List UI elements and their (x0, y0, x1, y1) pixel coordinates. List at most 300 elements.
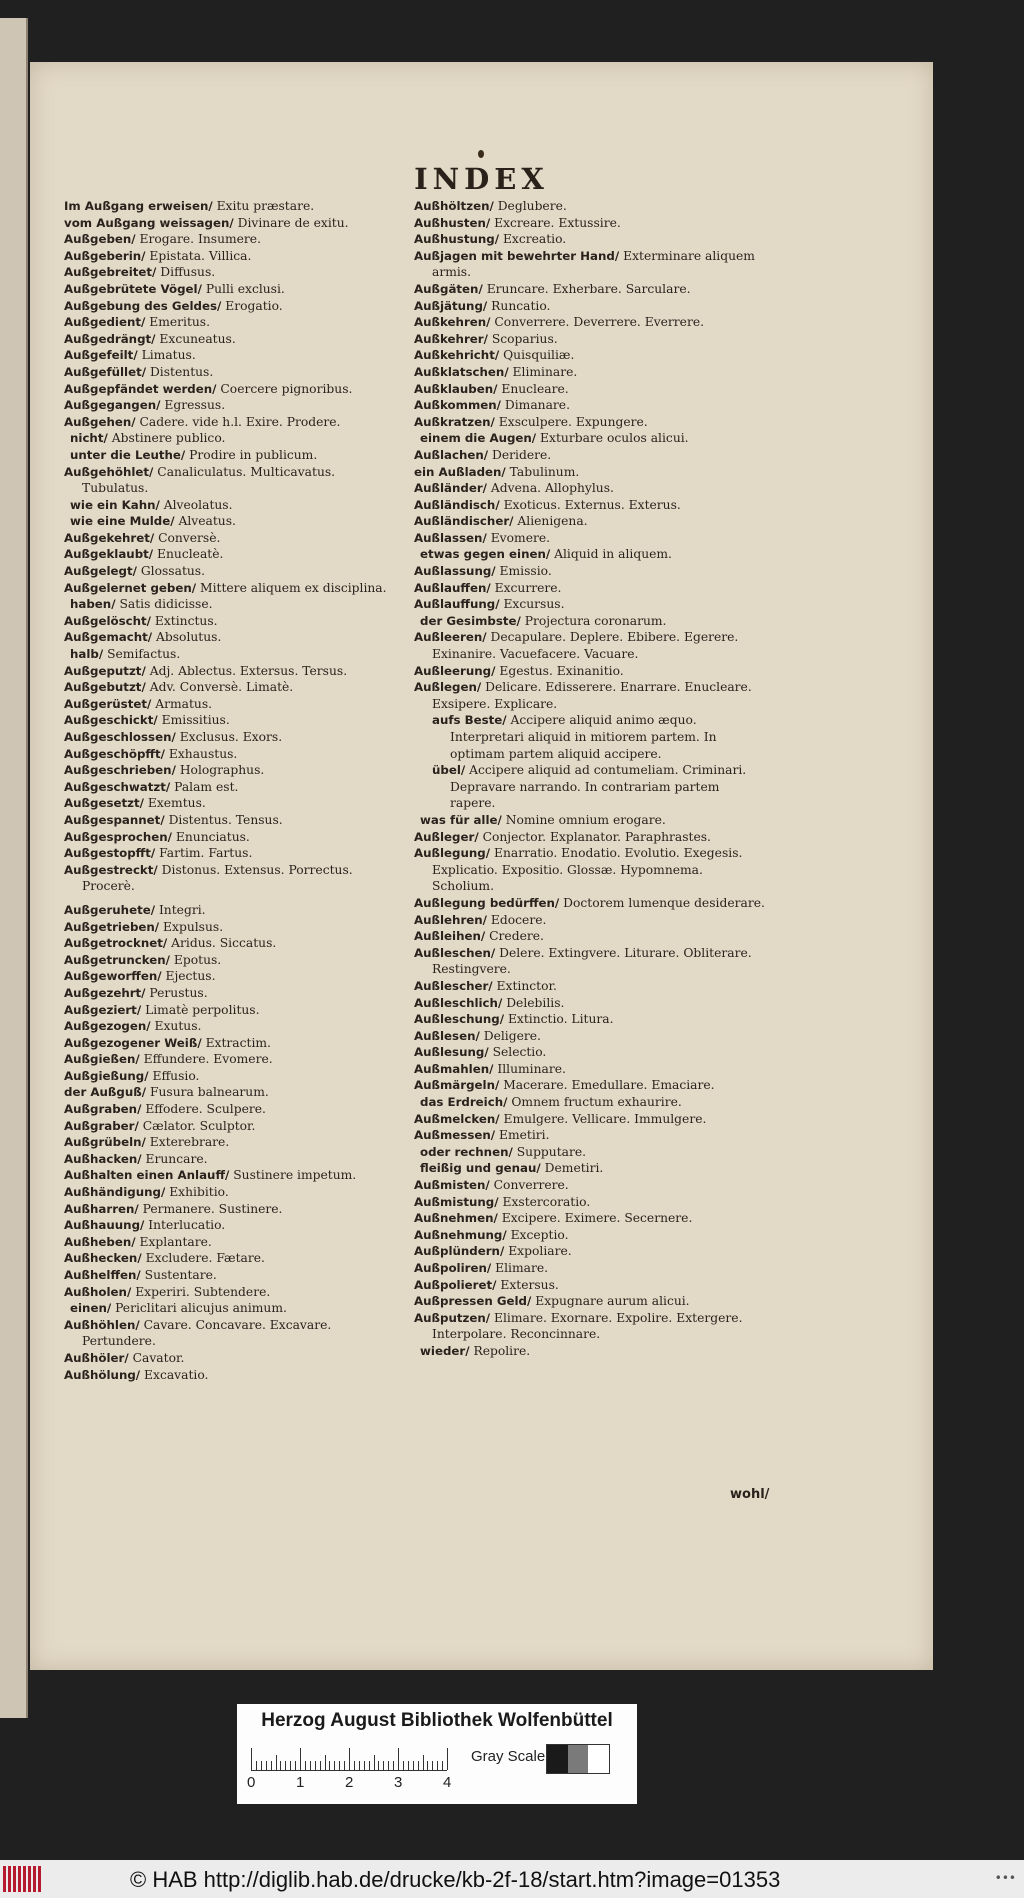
copyright-url[interactable]: © HAB http://diglib.hab.de/drucke/kb-2f-18/start.htm?image=01353 (130, 1867, 781, 1892)
german-term: Außgezogen/ (64, 1019, 151, 1034)
index-entry (414, 762, 767, 812)
latin-gloss: Exturbare oculos alicui. (540, 431, 689, 446)
index-entry (414, 629, 767, 662)
index-column-left (64, 198, 394, 1383)
latin-gloss: Tabulinum. (509, 464, 580, 479)
german-term: Außgespannet/ (64, 812, 165, 827)
index-entry (64, 414, 394, 431)
german-term: Außkehrer/ (414, 331, 488, 346)
latin-gloss: Scoparius. (491, 331, 558, 346)
latin-gloss: Eliminare. (512, 364, 578, 379)
german-term: Außhöltzen/ (414, 199, 494, 213)
index-entry (64, 746, 394, 763)
latin-gloss: Effundere. Evomere. (143, 1052, 273, 1067)
german-term: wie ein Kahn/ (70, 497, 160, 512)
index-entry (414, 447, 767, 464)
latin-gloss: Exemtus. (147, 796, 206, 811)
latin-gloss: Conversè. (158, 530, 221, 545)
latin-gloss: Accipere aliquid animo æquo. Interpretari aliquid in mitiorem partem. In optimam partem aliquid accipere. (450, 713, 717, 761)
index-entry (414, 712, 767, 762)
latin-gloss: Coercere pignoribus. (220, 381, 353, 396)
index-entry (414, 995, 767, 1012)
index-entry (414, 430, 767, 447)
latin-gloss: Fartim. Fartus. (159, 846, 253, 861)
latin-gloss: Distentus. (149, 364, 214, 379)
index-entry (64, 397, 394, 414)
german-term: Außgezehrt/ (64, 985, 146, 1000)
index-entry (64, 447, 394, 464)
german-term: Außländer/ (414, 481, 487, 496)
german-term: fleißig und genau/ (420, 1161, 541, 1176)
latin-gloss: Deridere. (492, 447, 552, 462)
index-entry (64, 215, 394, 232)
german-term: Außleschen/ (414, 945, 496, 960)
german-term: Außgetrocknet/ (64, 936, 168, 951)
latin-gloss: Armatus. (155, 696, 213, 711)
index-entry (414, 845, 767, 895)
index-entry (64, 1084, 394, 1101)
latin-gloss: Enucleare. (501, 381, 569, 396)
german-term: Außkehricht/ (414, 348, 500, 363)
index-entry (64, 762, 394, 779)
latin-gloss: Explantare. (139, 1234, 212, 1249)
ruler-tick (354, 1761, 355, 1770)
index-entry (64, 1134, 394, 1151)
index-entry (64, 314, 394, 331)
latin-gloss: Excursus. (503, 597, 565, 612)
ruler-tick (290, 1761, 291, 1770)
ruler-tick (320, 1761, 321, 1770)
index-entry (414, 1044, 767, 1061)
ruler-tick (295, 1761, 296, 1770)
hab-logo-icon (3, 1866, 47, 1892)
ruler-tick (393, 1761, 394, 1770)
german-term: Außmelcken/ (414, 1111, 500, 1126)
latin-gloss: Runcatio. (491, 298, 551, 313)
index-entry (64, 347, 394, 364)
latin-gloss: Cælator. Sculptor. (142, 1118, 256, 1133)
latin-gloss: Delere. Extingvere. Liturare. Obliterare. Restingvere. (432, 945, 752, 977)
ruler-tick (344, 1761, 345, 1770)
german-term: Außleeren/ (414, 630, 487, 645)
index-entry (64, 1068, 394, 1085)
index-entry (414, 1277, 767, 1294)
index-entry (414, 414, 767, 431)
index-entry (64, 663, 394, 680)
latin-gloss: Mittere aliquem ex disciplina. (200, 580, 387, 595)
latin-gloss: Palam est. (174, 779, 239, 794)
scale-number: 0 (247, 1774, 256, 1791)
index-entry (64, 779, 394, 796)
german-term: Außleihen/ (414, 929, 486, 944)
german-term: Außmistung/ (414, 1194, 499, 1209)
library-color-card (237, 1704, 637, 1804)
german-term: Außgelernet geben/ (64, 580, 197, 595)
library-name: Herzog August Bibliothek Wolfenbüttel (261, 1710, 613, 1731)
german-term: Außgraber/ (64, 1118, 139, 1133)
index-entry (64, 1367, 394, 1384)
german-term: das Erdreich/ (420, 1095, 508, 1110)
german-term: unter die Leuthe/ (70, 447, 186, 462)
latin-gloss: Omnem fructum exhaurire. (511, 1095, 682, 1110)
german-term: Außgesetzt/ (64, 796, 144, 811)
index-entry (64, 248, 394, 265)
ruler-tick (339, 1761, 340, 1770)
german-term: Außharren/ (64, 1201, 139, 1216)
latin-gloss: Excludere. Fætare. (145, 1251, 265, 1266)
index-entry (414, 978, 767, 995)
latin-gloss: Periclitari alicujus animum. (115, 1301, 287, 1316)
index-entry (64, 729, 394, 746)
latin-gloss: Excipere. Eximere. Secernere. (501, 1211, 693, 1226)
latin-gloss: Projectura coronarum. (524, 613, 667, 628)
german-term: Außhölung/ (64, 1367, 141, 1382)
latin-gloss: Eruncare. Exherbare. Sarculare. (486, 281, 691, 296)
index-entry (414, 1343, 767, 1360)
latin-gloss: Selectio. (492, 1045, 547, 1060)
latin-gloss: Cavator. (132, 1350, 185, 1365)
latin-gloss: Erogare. Insumere. (139, 232, 261, 247)
index-entry (64, 862, 394, 895)
german-term: Außkehren/ (414, 315, 491, 330)
german-term: Außgebreitet/ (64, 265, 157, 280)
latin-gloss: Sustentare. (144, 1268, 217, 1282)
latin-gloss: Supputare. (516, 1144, 587, 1159)
index-entry (64, 1217, 394, 1234)
swatch-black (547, 1745, 568, 1773)
ruler-tick (383, 1761, 384, 1770)
german-term: Außkratzen/ (414, 414, 495, 429)
german-term: Außgefüllet/ (64, 364, 147, 379)
latin-gloss: Demetiri. (544, 1161, 604, 1176)
latin-gloss: Epistata. Villica. (149, 248, 252, 263)
latin-gloss: Egressus. (164, 398, 226, 413)
german-term: einen/ (70, 1301, 112, 1316)
latin-gloss: Enunciatus. (175, 829, 250, 844)
index-entry (64, 629, 394, 646)
german-term: Außhecken/ (64, 1251, 142, 1266)
latin-gloss: Permanere. Sustinere. (142, 1201, 283, 1216)
german-term: Außleschung/ (414, 1012, 505, 1027)
latin-gloss: Exterminare aliquem armis. (432, 248, 755, 280)
german-term: Außmärgeln/ (414, 1078, 500, 1093)
latin-gloss: Holographus. (179, 763, 265, 778)
latin-gloss: Exterebrare. (149, 1135, 230, 1150)
index-entry (64, 580, 394, 597)
page-title: INDEX (414, 162, 549, 196)
index-entry (414, 215, 767, 232)
latin-gloss: Exhibitio. (169, 1185, 229, 1200)
index-entry (64, 1035, 394, 1052)
index-column-right (414, 198, 767, 1360)
german-term: Außgezogener Weiß/ (64, 1035, 202, 1050)
german-term: Außgehöhlet/ (64, 464, 154, 479)
german-term: Außgeziert/ (64, 1002, 142, 1017)
index-entry (414, 347, 767, 364)
index-entry (414, 1210, 767, 1227)
latin-gloss: Excuneatus. (159, 331, 236, 346)
german-term: Außlegen/ (414, 680, 482, 695)
latin-gloss: Extinctus. (154, 613, 218, 628)
index-entry (414, 464, 767, 481)
ruler-tick (310, 1761, 311, 1770)
german-term: Außgetruncken/ (64, 952, 170, 967)
index-entry (414, 912, 767, 929)
index-entry (64, 1201, 394, 1218)
latin-gloss: Emetiri. (498, 1128, 550, 1143)
latin-gloss: Accipere aliquid ad contumeliam. Criminari. Depravare narrando. In contrariam partem rapere. (450, 763, 747, 811)
index-entry (64, 298, 394, 315)
index-entry (414, 1293, 767, 1310)
index-entry (64, 381, 394, 398)
latin-gloss: Effodere. Sculpere. (145, 1102, 266, 1117)
index-entry (414, 331, 767, 348)
index-entry (64, 1300, 394, 1317)
german-term: Außgießung/ (64, 1068, 149, 1083)
ruler-tick (315, 1761, 316, 1770)
index-entry (414, 596, 767, 613)
german-term: Außgestopfft/ (64, 846, 156, 861)
index-entry (64, 1167, 394, 1184)
german-term: Außgeputzt/ (64, 663, 146, 678)
latin-gloss: Macerare. Emedullare. Emaciare. (503, 1078, 715, 1093)
index-entry (414, 314, 767, 331)
latin-gloss: Exceptio. (510, 1227, 569, 1242)
latin-gloss: Dimanare. (504, 398, 570, 413)
german-term: Außgeschlossen/ (64, 730, 176, 744)
german-term: Außleger/ (414, 829, 479, 844)
german-term: wieder/ (420, 1343, 470, 1358)
ruler-tick (349, 1748, 350, 1770)
index-entry (64, 364, 394, 381)
latin-gloss: Doctorem lumenque desiderare. (563, 895, 765, 910)
latin-gloss: Extinctio. Litura. (507, 1012, 614, 1027)
latin-gloss: Decapulare. Deplere. Ebibere. Egerere. Exinanire. Vacuefacere. Vacuare. (432, 630, 739, 662)
index-entry (414, 1243, 767, 1260)
german-term: Außlescher/ (414, 978, 493, 993)
ruler-tick (447, 1748, 448, 1770)
german-term: Außgeschickt/ (64, 713, 158, 728)
ruler-tick (378, 1761, 379, 1770)
index-entry (414, 1194, 767, 1211)
german-term: Außlassen/ (414, 530, 487, 545)
index-entry (64, 1267, 394, 1284)
german-term: Außpoliren/ (414, 1261, 492, 1275)
ink-spot (478, 150, 484, 158)
facing-page-edge (0, 18, 28, 1718)
german-term: Außgerüstet/ (64, 696, 152, 711)
latin-gloss: Excreatio. (502, 232, 567, 247)
index-entry (64, 1118, 394, 1135)
index-entry (414, 397, 767, 414)
index-entry (414, 928, 767, 945)
german-term: einem die Augen/ (420, 431, 537, 446)
ruler-tick (280, 1761, 281, 1770)
latin-gloss: Alienigena. (517, 514, 588, 529)
ruler-tick (427, 1761, 428, 1770)
german-term: Außgäten/ (414, 281, 483, 296)
latin-gloss: Limatus. (141, 348, 196, 363)
index-entry (414, 1028, 767, 1045)
index-entry (414, 563, 767, 580)
latin-gloss: Exitu præstare. (216, 199, 315, 213)
index-entry (414, 1094, 767, 1111)
german-term: Außnehmen/ (414, 1211, 498, 1226)
ruler-tick (251, 1748, 252, 1770)
german-term: Außlauffen/ (414, 580, 491, 595)
gray-scale-swatch (546, 1744, 610, 1774)
ruler-tick (437, 1761, 438, 1770)
ruler-tick (408, 1761, 409, 1770)
german-term: Außlesung/ (414, 1045, 489, 1060)
latin-gloss: Credere. (489, 929, 544, 944)
german-term: Außgetrieben/ (64, 919, 160, 934)
german-term: Außpolieret/ (414, 1277, 497, 1292)
latin-gloss: Canaliculatus. Multicavatus. Tubulatus. (82, 464, 336, 496)
latin-gloss: Excreare. Extussire. (494, 215, 621, 230)
latin-gloss: Erogatio. (225, 298, 283, 313)
ruler-tick (418, 1761, 419, 1770)
index-entry (414, 1177, 767, 1194)
german-term: Außjagen mit bewehrter Hand/ (414, 248, 620, 263)
german-term: Außlegung/ (414, 846, 491, 861)
german-term: Außplündern/ (414, 1244, 505, 1259)
german-term: Außhöhlen/ (64, 1317, 140, 1332)
index-entry (414, 497, 767, 514)
latin-gloss: Edocere. (490, 912, 547, 927)
index-entry (414, 945, 767, 978)
german-term: Außgelöscht/ (64, 613, 151, 628)
german-term: Außgebrütete Vögel/ (64, 281, 202, 296)
ruler-tick (388, 1761, 389, 1770)
index-entry (414, 281, 767, 298)
german-term: Außhusten/ (414, 215, 491, 230)
index-entry (64, 513, 394, 530)
german-term: Außgießen/ (64, 1052, 140, 1067)
latin-gloss: Enucleatè. (157, 547, 224, 562)
german-term: Außhustung/ (414, 232, 500, 247)
index-entry (414, 546, 767, 563)
latin-gloss: Elimare. (495, 1261, 549, 1275)
ruler-tick (359, 1761, 360, 1770)
index-entry (414, 381, 767, 398)
index-entry (64, 1234, 394, 1251)
index-entry (64, 795, 394, 812)
latin-gloss: Abstinere publico. (111, 431, 226, 446)
german-term: oder rechnen/ (420, 1144, 513, 1159)
index-entry (64, 845, 394, 862)
latin-gloss: Expulsus. (163, 919, 224, 934)
latin-gloss: Prodire in publicum. (189, 447, 318, 462)
scale-ruler (251, 1746, 447, 1771)
scale-number: 4 (443, 1774, 452, 1791)
ruler-tick (256, 1761, 257, 1770)
german-term: Außgeschrieben/ (64, 763, 176, 778)
ruler-tick (413, 1761, 414, 1770)
german-term: Außklauben/ (414, 381, 498, 396)
latin-gloss: Expugnare aurum alicui. (535, 1294, 690, 1309)
german-term: der Außguß/ (64, 1085, 147, 1100)
ruler-tick (266, 1761, 267, 1770)
german-term: Außgeschöpfft/ (64, 746, 165, 761)
ruler-tick (285, 1761, 286, 1770)
latin-gloss: Epotus. (173, 952, 222, 967)
index-entry (64, 231, 394, 248)
index-entry (414, 364, 767, 381)
german-term: Außnehmung/ (414, 1227, 507, 1242)
latin-gloss: Egestus. Exinanitio. (499, 663, 624, 678)
german-term: Außlauffung/ (414, 597, 500, 612)
latin-gloss: Exstercoratio. (502, 1194, 591, 1209)
index-entry (64, 464, 394, 497)
index-entry (414, 1127, 767, 1144)
latin-gloss: Exutus. (154, 1019, 202, 1034)
german-term: Außkommen/ (414, 398, 501, 413)
index-entry (414, 1310, 767, 1343)
latin-gloss: Exsculpere. Expungere. (498, 414, 648, 429)
latin-gloss: Nomine omnium erogare. (505, 812, 666, 827)
index-entry (64, 198, 394, 215)
ruler-tick (374, 1755, 375, 1770)
latin-gloss: Exhaustus. (168, 746, 238, 761)
latin-gloss: Conjector. Explanator. Paraphrastes. (482, 829, 711, 844)
latin-gloss: Exclusus. Exors. (179, 730, 283, 744)
german-term: Außlesen/ (414, 1028, 480, 1043)
german-term: Außmahlen/ (414, 1061, 494, 1076)
index-entry (64, 902, 394, 919)
index-entry (64, 613, 394, 630)
latin-gloss: Cavare. Concavare. Excavare. Pertundere. (82, 1317, 332, 1349)
latin-gloss: Excurrere. (494, 580, 562, 595)
ruler-tick (364, 1761, 365, 1770)
swatch-white (588, 1745, 609, 1773)
latin-gloss: Integri. (158, 902, 206, 917)
ruler-tick (305, 1761, 306, 1770)
german-term: Außgrübeln/ (64, 1135, 146, 1150)
index-entry (414, 231, 767, 248)
catchword: wohl/ (730, 1487, 770, 1502)
latin-gloss: Emulgere. Vellicare. Immulgere. (503, 1111, 707, 1126)
german-term: Außklatschen/ (414, 364, 509, 379)
latin-gloss: Aridus. Siccatus. (171, 936, 277, 951)
index-entry (64, 1101, 394, 1118)
german-term: Außhändigung/ (64, 1185, 166, 1200)
scale-number: 1 (296, 1774, 305, 1791)
latin-gloss: Limatè perpolitus. (145, 1002, 260, 1017)
german-term: Außlassung/ (414, 564, 496, 579)
german-term: Außpressen Geld/ (414, 1294, 532, 1309)
german-term: wie eine Mulde/ (70, 514, 175, 529)
latin-gloss: Eruncare. (145, 1151, 208, 1166)
index-entry (64, 1284, 394, 1301)
latin-gloss: Absolutus. (155, 630, 222, 645)
index-entry (414, 248, 767, 281)
german-term: haben/ (70, 597, 116, 612)
german-term: Außgeworffen/ (64, 969, 162, 984)
latin-gloss: Cadere. vide h.l. Exire. Prodere. (139, 414, 341, 429)
index-entry (414, 1160, 767, 1177)
index-entry (64, 1250, 394, 1267)
german-term: Außhöler/ (64, 1350, 129, 1365)
german-term: Außgebutzt/ (64, 680, 146, 695)
german-term: aufs Beste/ (432, 713, 507, 728)
german-term: Außgeklaubt/ (64, 547, 154, 562)
index-entry (64, 968, 394, 985)
index-entry (64, 546, 394, 563)
more-menu-icon[interactable]: ••• (994, 1871, 1016, 1885)
german-term: Außgedient/ (64, 315, 146, 330)
german-term: Außmisten/ (414, 1178, 490, 1193)
